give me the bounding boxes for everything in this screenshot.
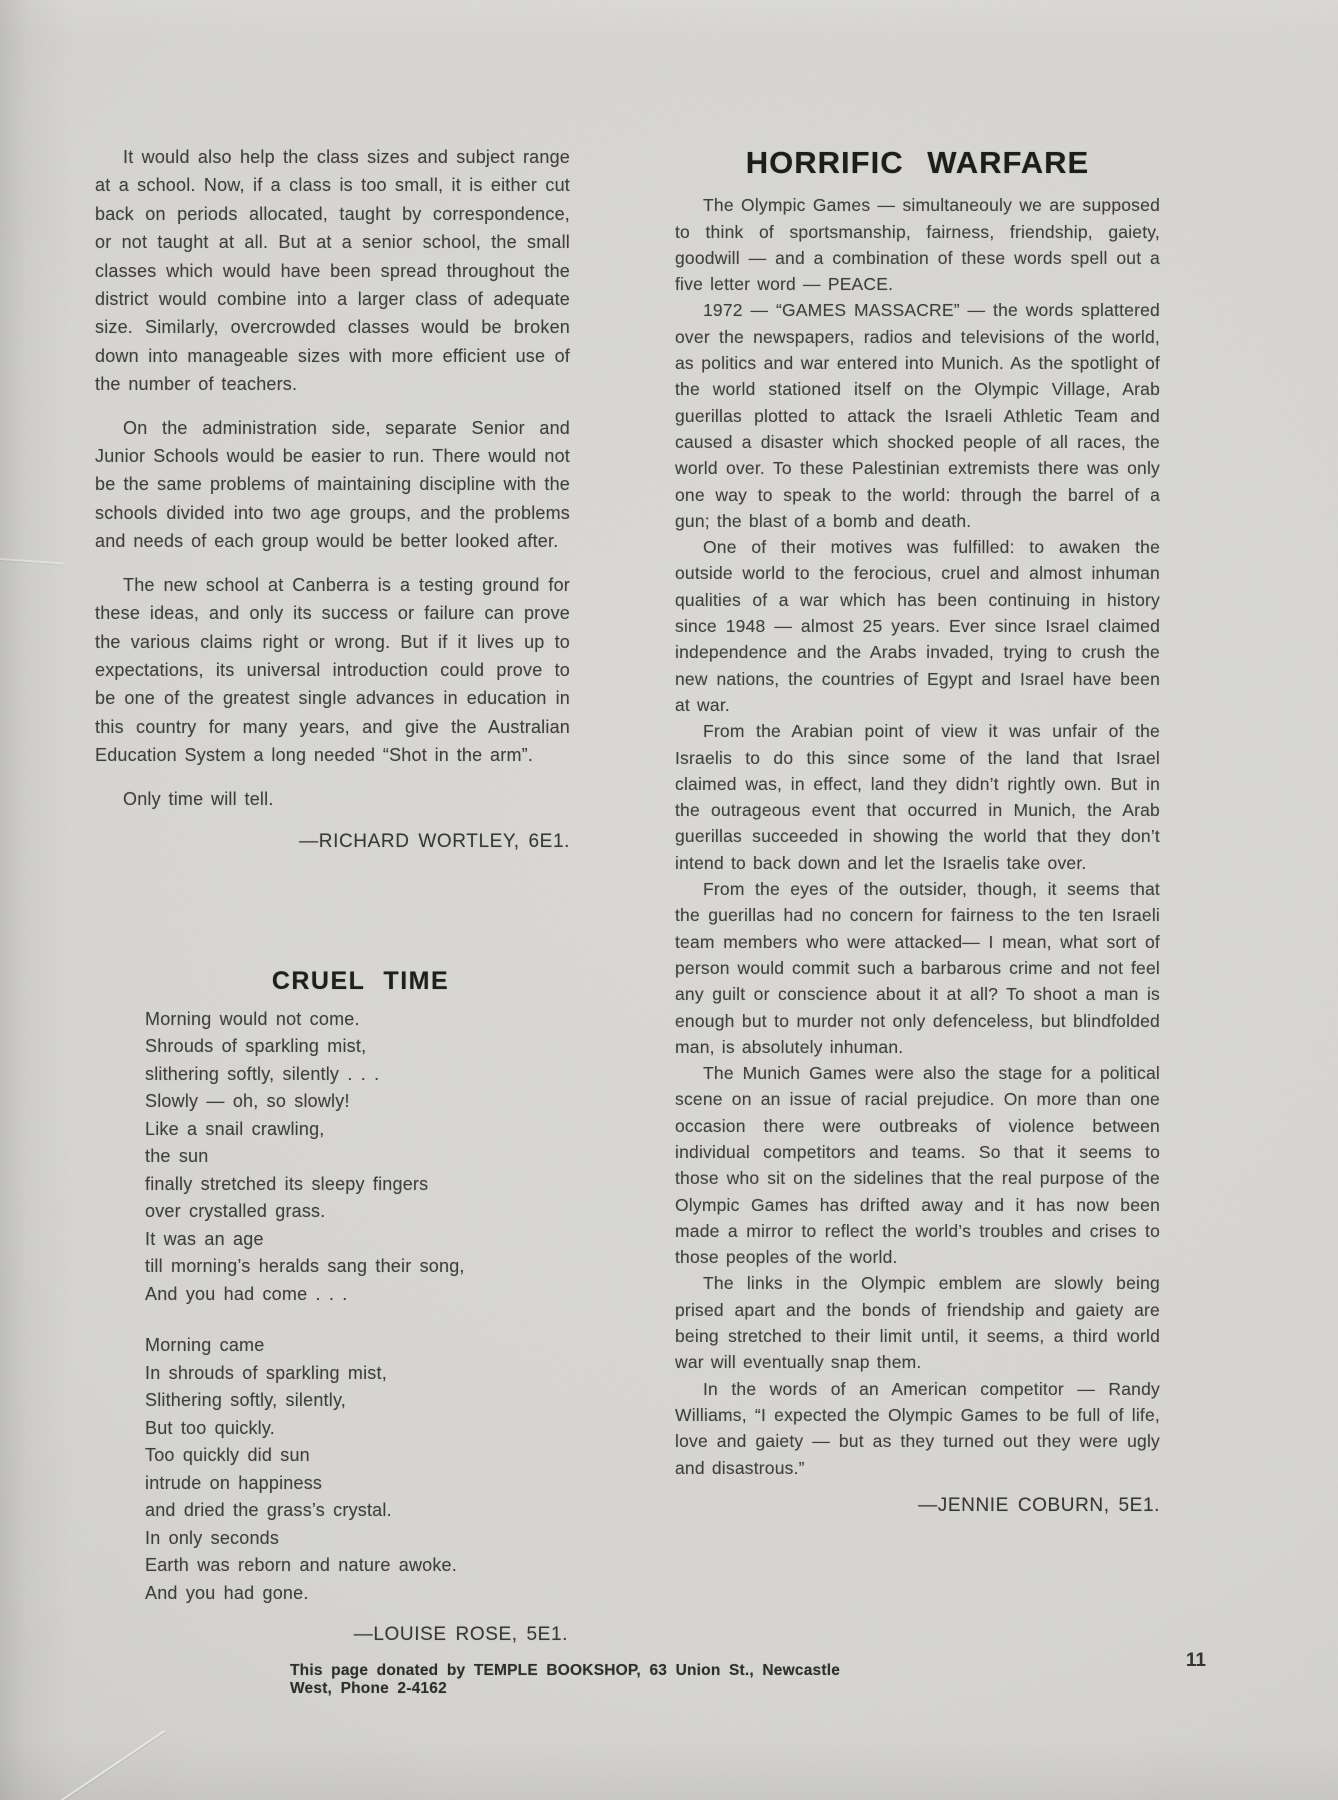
poem-line: In shrouds of sparkling mist, [145,1362,387,1383]
poem-line: Earth was reborn and nature awoke. [145,1555,457,1575]
poem-line: Slowly — oh, so slowly! [145,1091,350,1111]
article-paragraph: The Munich Games were also the stage for a political scene on an issue of racial prejudice. On more than one occasion there were outbreaks of violence between individual competitors and teams. So that it seems to those who sit on the sidelines that the real purpose of the Olympic Games has drifted away and it has now been made a mirror to reflect the world’s troubles and crises to those peoples of the world. [675,1063,1160,1268]
poem-line: Too quickly did sun [145,1445,310,1465]
paper-crease [0,558,64,565]
poem-line: the sun [145,1146,209,1166]
horrific-warfare-article [675,145,1160,1519]
poem-line: It was an age [145,1228,264,1249]
poem-line: And you had come . . . [145,1283,348,1304]
poem-line: Slithering softly, silently, [145,1390,347,1410]
poem-title: CRUEL TIME [271,967,450,995]
article-paragraph: In the words of an American competitor — Randy Williams, “I expected the Olympic Games to be full of life, love and gaiety — but as they turned out they were ugly and disastrous.” [675,1378,1160,1478]
poem-line: slithering softly, silently . . . [145,1063,380,1084]
poem-line: over crystalled grass. [145,1201,326,1221]
article-paragraph: The Olympic Games — simultaneouly we are supposed to think of sportsmanship, fairness, friendship, gaiety, goodwill — and a combination of these words spell out a five letter word — PEACE. [675,195,1160,295]
donation-credit: This page donated by TEMPLE BOOKSHOP, 63 Union St., Newcastle West, Phone 2-4162 [290,1662,841,1697]
poem-line: And you had gone. [145,1582,309,1603]
article-paragraph: One of their motives was fulfilled: to awaken the outside world to the ferocious, cruel and almost inhuman qualities of a war which has been continuing in history since 1948 — almost 25 years. Ever since Israel claimed independence and the Arabs invaded, trying to crush the new nations, the countries of Egypt and Israel have been at war. [675,537,1160,715]
article-paragraph: The links in the Olympic emblem are slowly being prised apart and the bonds of friendship and gaiety are being stretched to their limit until, it seems, a third world war will eventually snap them. [675,1273,1160,1373]
poem-line: Shrouds of sparkling mist, [145,1036,367,1056]
poem-line: finally stretched its sleepy fingers [145,1173,429,1194]
page-number: 11 [1185,1650,1206,1671]
poem-stanza-2 [95,1332,570,1607]
poem-line: Like a snail crawling, [145,1118,325,1139]
byline-richard-wortley: —RICHARD WORTLEY, 6E1. [299,830,570,852]
article-title: HORRIFIC WARFARE [745,145,1090,180]
poem-line: Morning would not come. [145,1008,360,1029]
byline-jennie-coburn: —JENNIE COBURN, 5E1. [918,1494,1160,1516]
article-paragraph: From the Arabian point of view it was unfair of the Israelis to do this since some of the land that Israel claimed was, in effect, land they didn’t rightly own. But in the outrageous event that occurred in Munich, the Arab guerillas succeeded in showing the world that they don’t intend to back down and let the Israelis take over. [675,721,1160,873]
byline-louise-rose: —LOUISE ROSE, 5E1. [353,1624,568,1645]
poem-cruel-time [95,968,570,1649]
article-paragraph: Only time will tell. [123,788,274,809]
article-paragraph: On the administration side, separate Senior and Junior Schools would be easier to run. There would not be the same problems of maintaining discipline with the schools divided into two age groups, and the problems and needs of each group would be better looked after. [95,417,570,552]
poem-line: In only seconds [145,1527,280,1548]
poem-stanza-1 [95,1006,570,1309]
poem-line: intrude on happiness [145,1472,323,1493]
education-article [95,143,570,856]
poem-line: Morning came [145,1335,265,1355]
article-paragraph: 1972 — “GAMES MASSACRE” — the words splattered over the newspapers, radios and televisions of the world, as politics and war entered into Munich. As the spotlight of the world stationed itself on the Olympic Village, Arab guerillas plotted to attack the Israeli Athletic Team and caused a disaster which shocked people of all races, the world over. To these Palestinian extremists there was only one way to speak to the world: through the barrel of a gun; the blast of a bomb and death. [675,300,1160,531]
poem-line: But too quickly. [145,1417,275,1438]
article-paragraph: From the eyes of the outsider, though, it seems that the guerillas had no concern for fairness to the ten Israeli team members who were attacked— I mean, what sort of person would commit such a barbarous crime and not feel any guilt or conscience about it at all? To shoot a man is enough but to murder not only defenceless, but blindfolded man, is absolutely inhuman. [675,879,1160,1057]
article-paragraph: It would also help the class sizes and subject range at a school. Now, if a class is too small, it is either cut back on periods allocated, taught by correspondence, or not taught at all. But at a senior school, the small classes which would have been spread throughout the district would combine into a larger class of adequate size. Similarly, overcrowded classes would be broken down into manageable sizes with more efficient use of the number of teachers. [95,147,570,395]
poem-line: till morning’s heralds sang their song, [145,1256,465,1276]
poem-line: and dried the grass’s crystal. [145,1500,392,1520]
paper-crease [57,1730,166,1800]
article-paragraph: The new school at Canberra is a testing ground for these ideas, and only its success or failure can prove the various claims right or wrong. But if it lives up to expectations, its universal introduction could prove to be one of the greatest single advances in education in this country for many years, and give the Australian Education System a long needed “Shot in the arm”. [95,574,570,766]
